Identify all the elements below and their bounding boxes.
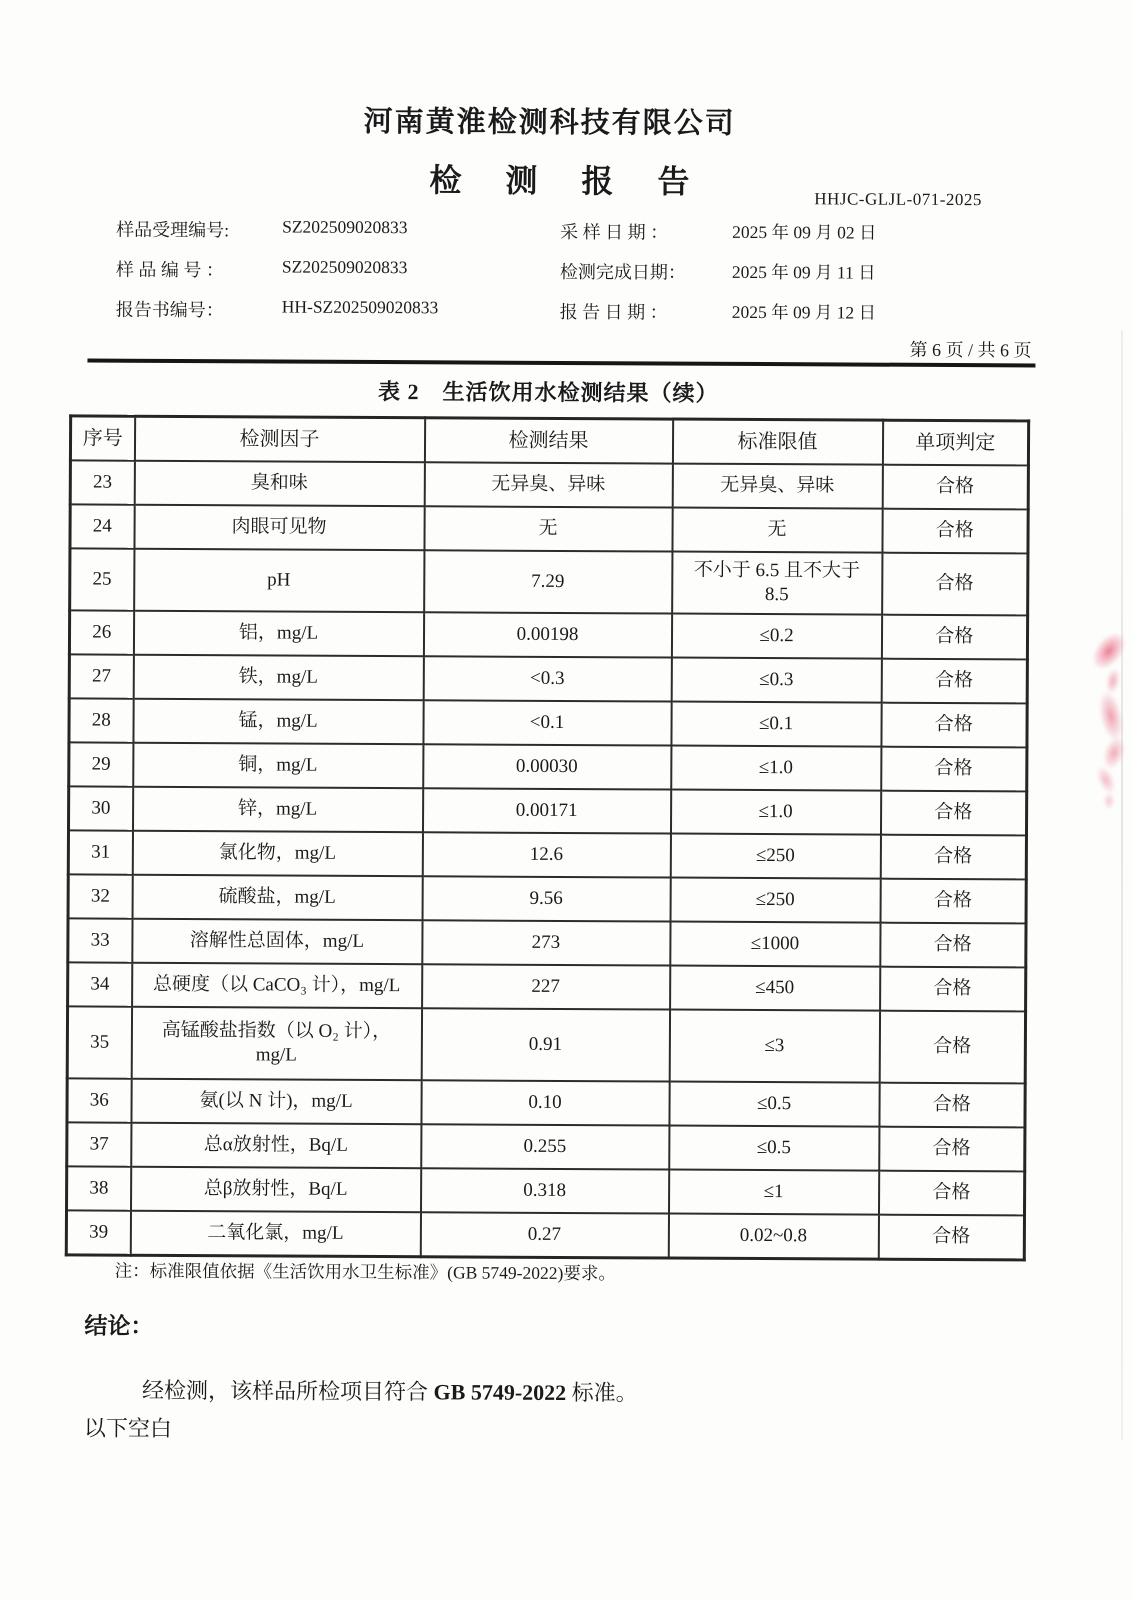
sampling-date-value: 2025 年 09 月 02 日	[732, 221, 877, 243]
cell-result: 273	[422, 920, 670, 965]
cell-judgement: 合格	[880, 923, 1026, 968]
cell-factor: 溶解性总固体，mg/L	[132, 919, 422, 965]
conclusion-standard: GB 5749-2022	[433, 1379, 567, 1406]
report-no-value: HH-SZ202509020833	[281, 296, 439, 318]
info-row-2	[116, 256, 1094, 287]
table-row	[69, 654, 1027, 703]
report-title: 检 测 报 告	[429, 162, 708, 200]
cell-limit: ≤0.2	[671, 614, 881, 659]
cell-judgement: 合格	[882, 465, 1028, 510]
cell-factor: pH	[134, 549, 424, 613]
cell-result: <0.3	[423, 656, 671, 701]
cell-limit: ≤250	[670, 834, 880, 879]
cell-limit: 无	[672, 508, 882, 553]
company-title: 河南黄淮检测科技有限公司	[363, 105, 736, 140]
cell-limit: ≤1	[668, 1170, 878, 1215]
cell-result: 7.29	[424, 550, 672, 613]
conclusion-label: 结论：	[84, 1313, 154, 1339]
cell-limit: ≤250	[670, 878, 880, 923]
cell-index: 35	[67, 1006, 131, 1078]
col-header-judgement: 单项判定	[882, 420, 1028, 465]
cell-result: 0.318	[421, 1168, 669, 1213]
conclusion-prefix: 经检测，该样品所检项目符合	[142, 1377, 434, 1405]
cell-judgement: 合格	[880, 879, 1026, 924]
cell-limit: ≤1000	[670, 922, 880, 967]
horizontal-rule	[87, 358, 1035, 367]
cell-limit: ≤0.5	[669, 1082, 879, 1127]
cell-judgement: 合格	[880, 791, 1026, 836]
cell-judgement: 合格	[882, 509, 1028, 554]
cell-index: 39	[66, 1210, 130, 1254]
cell-limit: ≤0.5	[669, 1126, 879, 1171]
cell-factor: 肉眼可见物	[134, 505, 424, 551]
table-row	[67, 1166, 1025, 1215]
report-code: HHJC-GLJL-071-2025	[814, 189, 983, 210]
test-completion-date-value: 2025 年 09 月 11 日	[731, 261, 876, 283]
cell-judgement: 合格	[881, 747, 1027, 792]
cell-factor: 铁，mg/L	[133, 655, 423, 701]
sampling-date-label: 采 样 日 期 ：	[560, 221, 669, 243]
cell-index: 25	[70, 548, 134, 610]
table-row	[68, 830, 1026, 879]
cell-factor: 二氧化氯，mg/L	[130, 1211, 420, 1257]
cell-index: 24	[70, 504, 134, 548]
cell-result: <0.1	[423, 700, 671, 745]
cell-limit: ≤0.1	[671, 702, 881, 747]
cell-factor: 臭和味	[134, 461, 424, 507]
table-row	[67, 1078, 1025, 1127]
cell-index: 29	[69, 742, 133, 786]
table-row	[68, 962, 1026, 1011]
cell-result: 0.00198	[423, 612, 671, 657]
cell-factor: 铜，mg/L	[133, 743, 423, 789]
cell-judgement: 合格	[880, 835, 1026, 880]
table-row	[66, 1210, 1024, 1259]
cell-result: 0.91	[421, 1008, 669, 1081]
cell-result: 无	[424, 506, 672, 551]
cell-index: 26	[69, 610, 133, 654]
cell-index: 30	[68, 786, 132, 830]
cell-index: 38	[67, 1166, 131, 1210]
info-row-3	[116, 296, 1094, 327]
cell-result: 0.10	[421, 1080, 669, 1125]
cell-factor: 氯化物，mg/L	[132, 831, 422, 877]
cell-judgement: 合格	[879, 1011, 1025, 1084]
cell-index: 32	[68, 874, 132, 918]
cell-result: 9.56	[422, 876, 670, 921]
table-row	[68, 786, 1026, 835]
cell-limit: 0.02~0.8	[668, 1214, 878, 1259]
cell-index: 37	[67, 1122, 131, 1166]
results-table-head	[70, 416, 1028, 466]
sample-acceptance-no-value: SZ202509020833	[282, 216, 408, 238]
cell-result: 无异臭、异味	[424, 462, 672, 507]
cell-judgement: 合格	[881, 615, 1027, 660]
cell-factor: 总β放射性，Bq/L	[131, 1167, 421, 1213]
table-row	[70, 460, 1028, 509]
cell-factor: 锌，mg/L	[132, 787, 422, 833]
cell-judgement: 合格	[880, 967, 1026, 1012]
col-header-limit: 标准限值	[672, 419, 882, 465]
cell-judgement: 合格	[878, 1171, 1024, 1216]
conclusion-suffix: 标准。	[566, 1380, 638, 1406]
cell-factor: 氨(以 N 计)，mg/L	[131, 1079, 421, 1125]
cell-judgement: 合格	[879, 1083, 1025, 1128]
cell-index: 27	[69, 654, 133, 698]
conclusion-text	[142, 1374, 638, 1408]
cell-limit: ≤0.3	[671, 658, 881, 703]
cell-factor: 铝，mg/L	[133, 611, 423, 657]
cell-factor: 高锰酸盐指数（以 O₂ 计）， mg/L	[131, 1007, 421, 1081]
cell-judgement: 合格	[881, 703, 1027, 748]
cell-limit: ≤450	[670, 966, 880, 1011]
cell-judgement: 合格	[879, 1127, 1025, 1172]
table-row	[69, 698, 1027, 747]
report-date-label: 报 告 日 期 ：	[559, 301, 668, 323]
cell-limit: 无异臭、异味	[672, 464, 882, 509]
col-header-index: 序号	[70, 416, 134, 461]
sample-no-label: 样 品 编 号 ：	[115, 259, 224, 281]
cell-limit: ≤1.0	[671, 746, 881, 791]
cell-limit: 不小于 6.5 且不大于 8.5	[672, 552, 882, 615]
table-row	[67, 1006, 1025, 1083]
cell-judgement: 合格	[882, 553, 1028, 616]
cell-index: 28	[69, 698, 133, 742]
cell-factor: 总α放射性，Bq/L	[131, 1123, 421, 1169]
col-header-factor: 检测因子	[134, 416, 424, 462]
cell-limit: ≤3	[669, 1010, 879, 1083]
table-row	[69, 742, 1027, 791]
standard-note: 注：标准限值依据《生活饮用水卫生标准》(GB 5749-2022)要求。	[114, 1260, 616, 1284]
cell-index: 34	[68, 962, 132, 1006]
header-row	[70, 416, 1028, 466]
cell-index: 36	[67, 1078, 131, 1122]
results-table	[65, 414, 1030, 1261]
cell-result: 0.00171	[422, 788, 670, 833]
report-no-label: 报告书编号：	[115, 299, 224, 321]
cell-index: 33	[68, 918, 132, 962]
cell-judgement: 合格	[881, 659, 1027, 704]
cell-result: 0.00030	[423, 744, 671, 789]
below-blank-marker: 以下空白	[83, 1415, 172, 1441]
cell-index: 23	[70, 460, 134, 504]
cell-factor: 锰，mg/L	[133, 699, 423, 745]
info-row-1	[116, 216, 1094, 247]
table-title: 表 2 生活饮用水检测结果（续）	[377, 379, 719, 406]
results-table-body	[66, 460, 1028, 1259]
sample-no-value: SZ202509020833	[281, 256, 408, 278]
cell-factor: 总硬度（以 CaCO₃ 计），mg/L	[132, 963, 422, 1009]
test-completion-date-label: 检测完成日期：	[559, 261, 686, 283]
cell-judgement: 合格	[878, 1215, 1024, 1260]
cell-result: 227	[422, 964, 670, 1009]
page-indicator: 第 6 页 / 共 6 页	[909, 339, 1032, 361]
sample-acceptance-no-label: 样品受理编号:	[116, 219, 230, 241]
table-row	[68, 918, 1026, 967]
cell-result: 12.6	[422, 832, 670, 877]
cell-index: 31	[68, 830, 132, 874]
scan-edge-line	[1121, 330, 1123, 1440]
report-date-value: 2025 年 09 月 12 日	[731, 301, 877, 323]
table-row	[67, 1122, 1025, 1171]
table-row	[68, 874, 1026, 923]
table-row	[70, 504, 1028, 553]
table-row	[69, 610, 1027, 659]
cell-limit: ≤1.0	[670, 790, 880, 835]
cell-result: 0.255	[421, 1124, 669, 1169]
table-row	[70, 548, 1028, 615]
cell-factor: 硫酸盐，mg/L	[132, 875, 422, 921]
cell-result: 0.27	[420, 1212, 668, 1257]
col-header-result: 检测结果	[424, 418, 672, 464]
